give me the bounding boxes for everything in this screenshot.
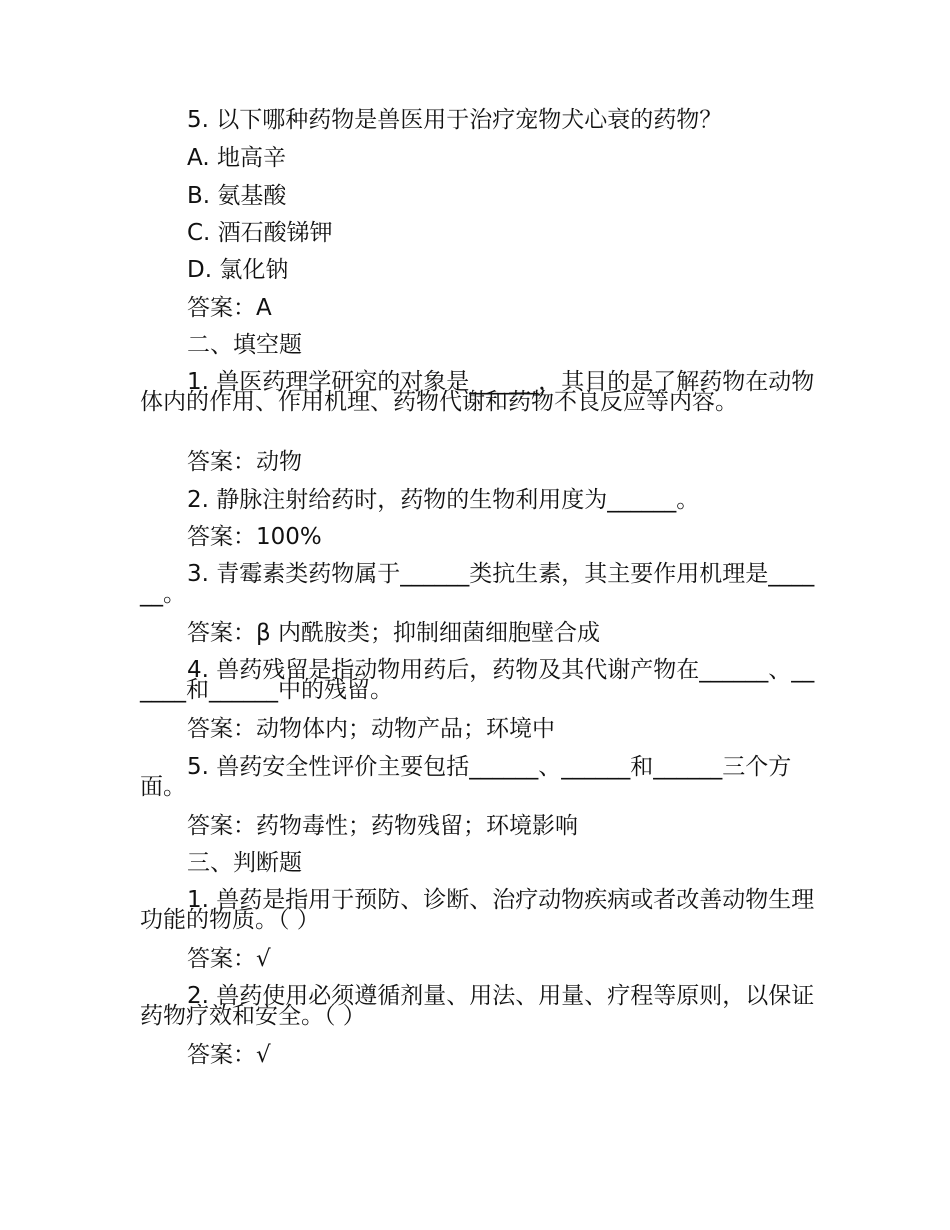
fill-question-3: 3. 青霉素类药物属于______类抗生素，其主要作用机理是______。 <box>140 561 815 607</box>
fill-answer-2: 答案：100% <box>187 524 322 550</box>
judge-answer-1: 答案：√ <box>187 946 271 972</box>
judge-question-1: 1. 兽药是指用于预防、诊断、治疗动物疾病或者改善动物生理功能的物质。（ ） <box>140 887 815 933</box>
judge-answer-2: 答案：√ <box>187 1042 271 1068</box>
choice-option-a: A. 地高辛 <box>187 145 286 171</box>
judge-question-2: 2. 兽药使用必须遵循剂量、用法、用量、疗程等原则，以保证药物疗效和安全。（ ） <box>140 983 815 1029</box>
fill-question-1: 1. 兽医药理学研究的对象是______，其目的是了解药物在动物体内的作用、作用机理、药物代谢和药物不良反应等内容。 <box>140 369 815 415</box>
choice-option-b: B. 氨基酸 <box>187 183 287 209</box>
fill-question-5: 5. 兽药安全性评价主要包括______、______和______三个方面。 <box>140 754 792 800</box>
judge-section-heading: 三、判断题 <box>187 850 302 876</box>
fill-answer-3: 答案：β 内酰胺类；抑制细菌细胞壁合成 <box>187 620 600 646</box>
fill-answer-1: 答案：动物 <box>187 449 302 475</box>
fill-section-heading: 二、填空题 <box>187 332 302 358</box>
fill-question-2: 2. 静脉注射给药时，药物的生物利用度为______。 <box>187 487 700 513</box>
choice-option-d: D. 氯化钠 <box>187 257 289 283</box>
fill-question-4: 4. 兽药残留是指动物用药后，药物及其代谢产物在______、______和______中的残留。 <box>140 657 815 703</box>
fill-answer-4: 答案：动物体内；动物产品；环境中 <box>187 716 555 742</box>
choice-answer-5: 答案：A <box>187 295 272 321</box>
choice-question-5: 5. 以下哪种药物是兽医用于治疗宠物犬心衰的药物？ <box>187 107 723 133</box>
choice-option-c: C. 酒石酸锑钾 <box>187 220 333 246</box>
fill-answer-5: 答案：药物毒性；药物残留；环境影响 <box>187 813 578 839</box>
